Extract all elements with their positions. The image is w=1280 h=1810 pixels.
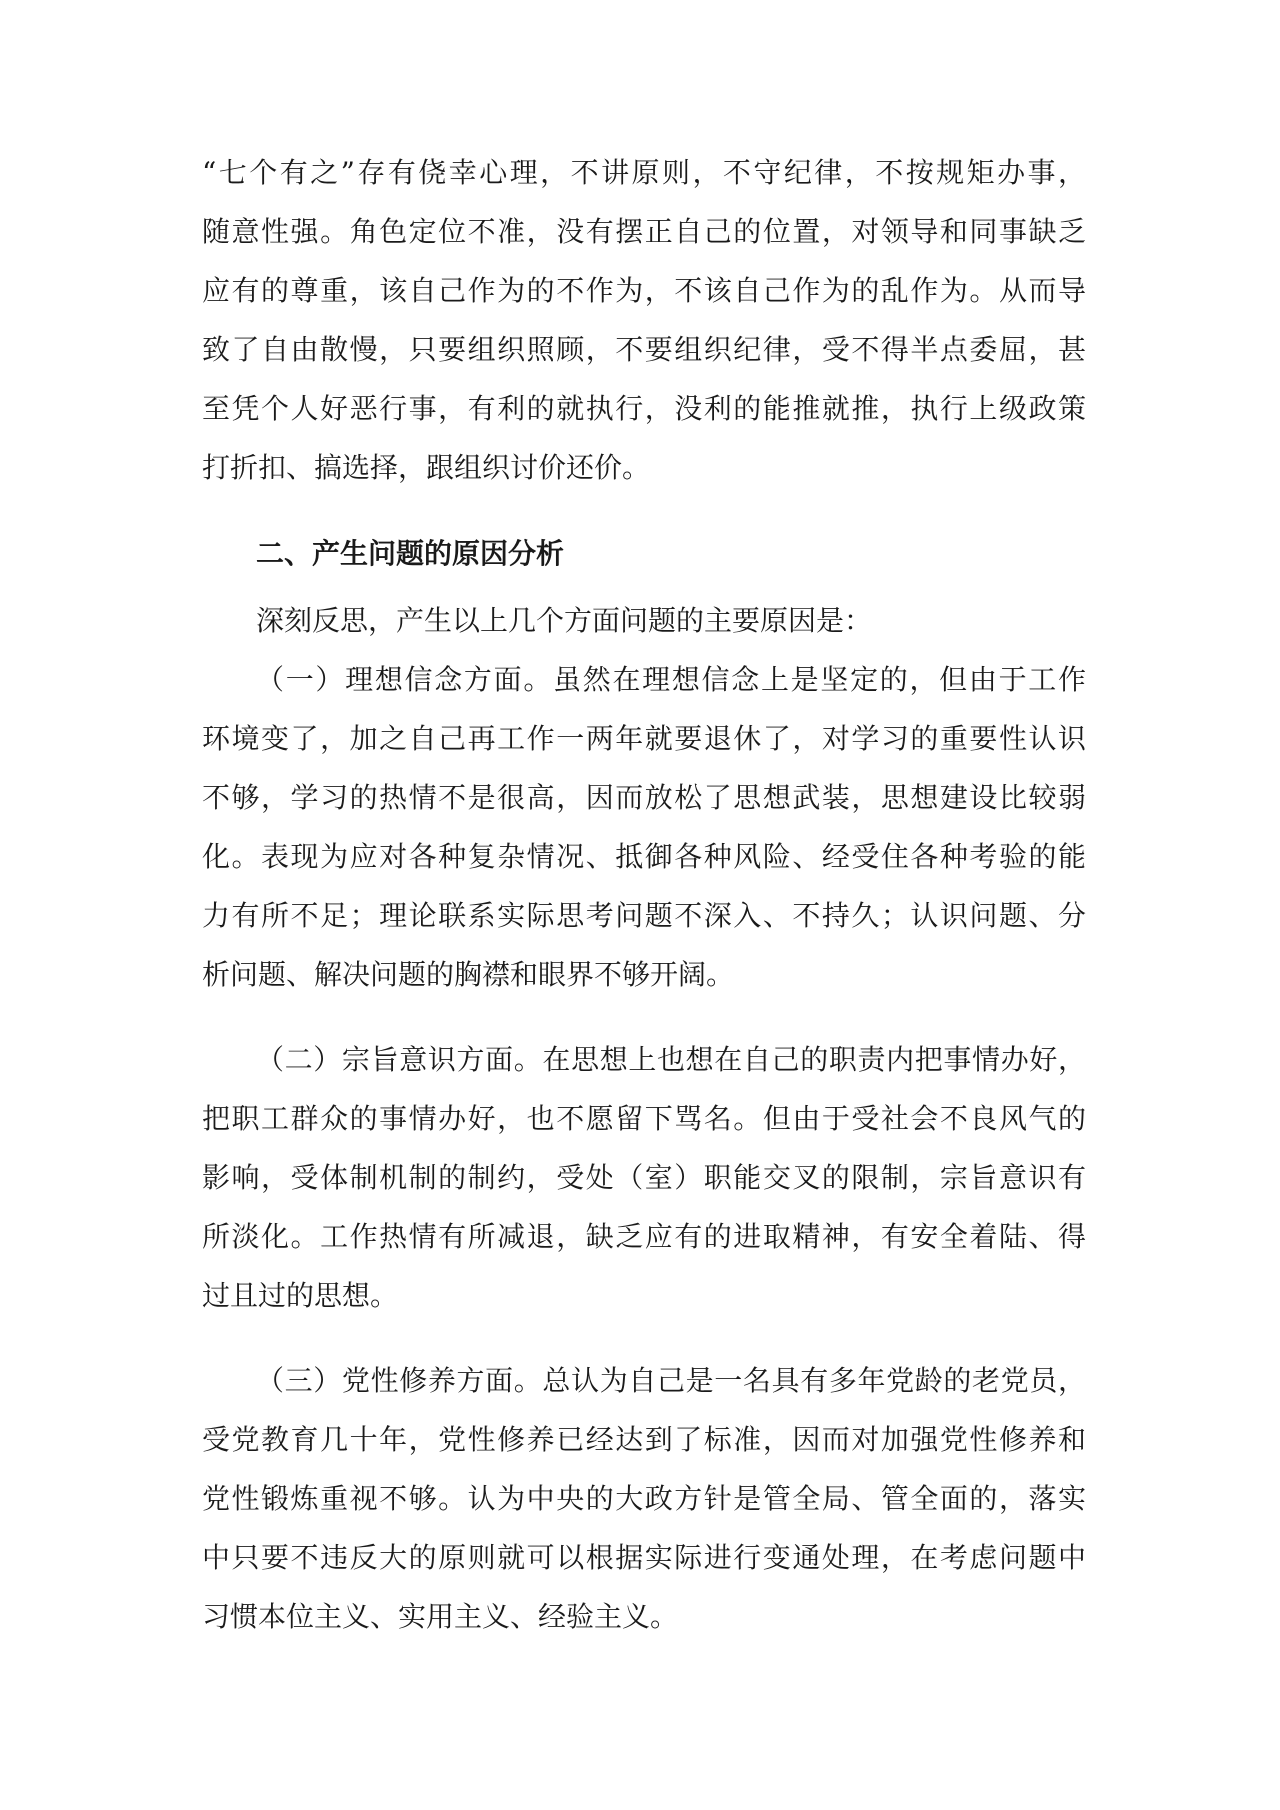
paragraph-ideal-line-3: 不够，学习的热情不是很高，因而放松了思想武装，思想建设比较弱: [202, 781, 1086, 814]
paragraph-1-line-1: “七个有之”存有侥幸心理，不讲原则，不守纪律，不按规矩办事，: [202, 156, 1086, 189]
paragraph-purpose-line-5: 过且过的思想。: [202, 1279, 399, 1312]
paragraph-purpose-line-3: 影响，受体制机制的制约，受处（室）职能交叉的限制，宗旨意识有: [202, 1161, 1086, 1194]
paragraph-party-line-2: 受党教育几十年，党性修养已经达到了标准，因而对加强党性修养和: [202, 1423, 1086, 1456]
intro-paragraph-line-1: 深刻反思，产生以上几个方面问题的主要原因是：: [256, 604, 873, 637]
paragraph-party-line-5: 习惯本位主义、实用主义、经验主义。: [202, 1600, 679, 1633]
paragraph-party-line-4: 中只要不违反大的原则就可以根据实际进行变通处理，在考虑问题中: [202, 1541, 1086, 1574]
paragraph-party-line-3: 党性锻炼重视不够。认为中央的大政方针是管全局、管全面的，落实: [202, 1482, 1086, 1515]
paragraph-1-line-4: 致了自由散慢，只要组织照顾，不要组织纪律，受不得半点委屈，甚: [202, 333, 1086, 366]
paragraph-ideal-line-5: 力有所不足；理论联系实际思考问题不深入、不持久；认识问题、分: [202, 899, 1086, 932]
paragraph-ideal-line-6: 析问题、解决问题的胸襟和眼界不够开阔。: [202, 958, 735, 991]
paragraph-1-line-5: 至凭个人好恶行事，有利的就执行，没利的能推就推，执行上级政策: [202, 392, 1086, 425]
paragraph-purpose-line-2: 把职工群众的事情办好，也不愿留下骂名。但由于受社会不良风气的: [202, 1102, 1086, 1135]
paragraph-1-line-3: 应有的尊重，该自己作为的不作为，不该自己作为的乱作为。从而导: [202, 274, 1086, 307]
paragraph-1-line-2: 随意性强。角色定位不准，没有摆正自己的位置，对领导和同事缺乏: [202, 215, 1086, 248]
paragraph-ideal-line-4: 化。表现为应对各种复杂情况、抵御各种风险、经受住各种考验的能: [202, 840, 1086, 873]
section-heading: 二、产生问题的原因分析: [256, 537, 565, 570]
paragraph-1-line-6: 打折扣、搞选择，跟组织讨价还价。: [202, 451, 651, 484]
paragraph-purpose-line-4: 所淡化。工作热情有所减退，缺乏应有的进取精神，有安全着陆、得: [202, 1220, 1086, 1253]
paragraph-purpose-line-1: （二）宗旨意识方面。在思想上也想在自己的职责内把事情办好，: [256, 1043, 1086, 1076]
paragraph-party-line-1: （三）党性修养方面。总认为自己是一名具有多年党龄的老党员，: [256, 1364, 1086, 1397]
paragraph-ideal-line-1: （一）理想信念方面。虽然在理想信念上是坚定的，但由于工作: [256, 663, 1086, 696]
paragraph-ideal-line-2: 环境变了，加之自己再工作一两年就要退休了，对学习的重要性认识: [202, 722, 1086, 755]
